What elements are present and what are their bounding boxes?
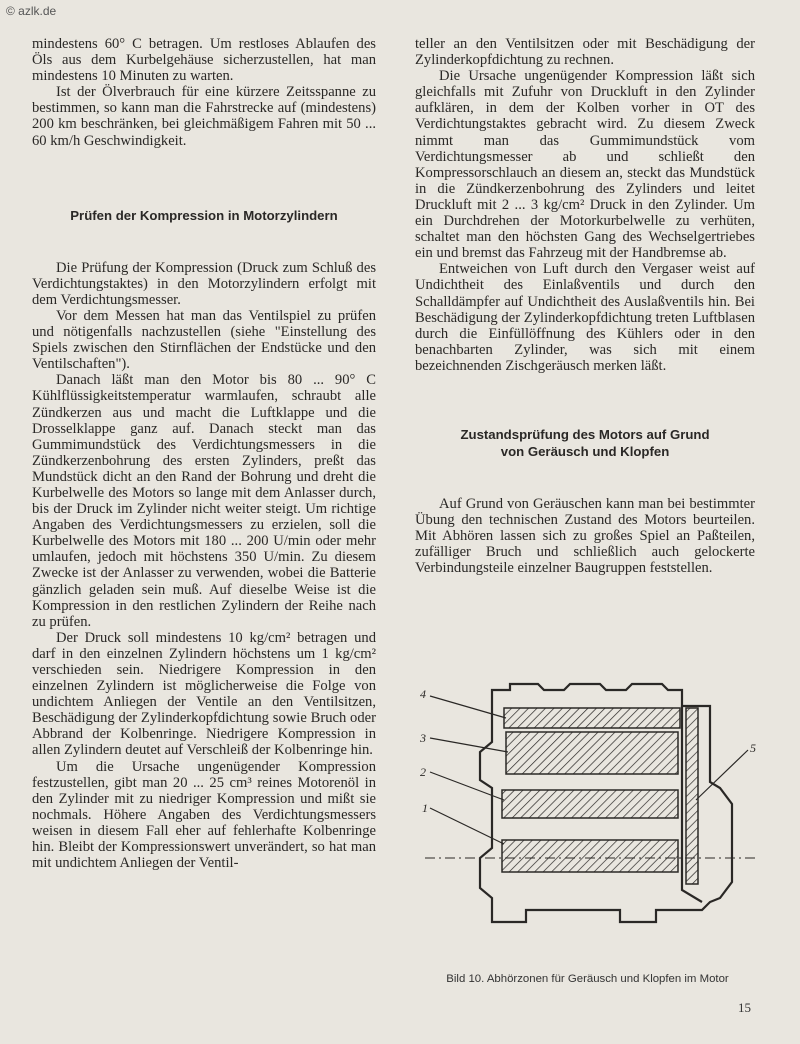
zone-4-hatch xyxy=(504,708,680,728)
zone-3-hatch xyxy=(506,732,678,774)
paragraph: Entweichen von Luft durch den Vergaser weist auf Undichtheit des Einlaßventils und durch den Schalldämpfer auf Undichtheit des Auslaßventils hin. Bei Beschädigung der Zylinderkopfdichtung treten Luftblasen durch die Einfüllöffnung des Kühlers oder in den benachbarten Zylinder, was sich mit einem bezeichnenden Zischgeräusch merken läßt. xyxy=(415,261,755,374)
figure-caption: Bild 10. Abhörzonen für Geräusch und Klopfen im Motor xyxy=(446,973,729,985)
figure-label-2: 2 xyxy=(420,765,426,779)
right-column xyxy=(415,36,755,576)
paragraph: Ist der Ölverbrauch für eine kürzere Zeitsspanne zu bestimmen, so kann man die Fahrstrecke auf (mindestens) 200 km beschränken, bei gleichmäßigem Fahren mit 50 ... 60 km/h Geschwindigkeit. xyxy=(32,84,376,149)
figure-label-1: 1 xyxy=(422,801,428,815)
paragraph: Um die Ursache ungenügender Kompression festzustellen, gibt man 20 ... 25 cm³ reines Motorenöl in den Zylinder mit zu niedriger Kompression und mißt sie nochmals. Höhere Angaben des Verdichtungsmessers weisen in diesem Fall eher auf fehlerhafte Kolbenringe hin. Bleibt der Kompressionswert unverändert, so hat man mit undichtem Anliegen der Ventil- xyxy=(32,758,376,872)
paragraph: teller an den Ventilsitzen oder mit Beschädigung der Zylinderkopfdichtung zu rechnen. xyxy=(415,36,755,69)
left-column xyxy=(32,36,376,871)
figure-label-5: 5 xyxy=(750,741,756,755)
leader-line xyxy=(430,772,504,800)
engine-diagram xyxy=(420,672,760,942)
page-number: 15 xyxy=(738,1000,751,1015)
figure-label-3: 3 xyxy=(420,731,426,745)
zone-1-hatch xyxy=(502,840,678,872)
paragraph: Vor dem Messen hat man das Ventilspiel zu prüfen und nötigenfalls nachzustellen (siehe "Einstellung des Spiels zwischen den Stirnflächen der Endstücke und den Ventilschaften"). xyxy=(32,307,376,373)
section-heading-line: Zustandsprüfung des Motors auf Grund xyxy=(460,426,710,442)
paragraph: Auf Grund von Geräuschen kann man bei bestimmter Übung den technischen Zustand des Motors beurteilen. Mit Abhören lassen sich zu großes Spiel an Paßteilen, zufälliger Bruch und schließlich auch gelockerte Verbindungsteile einzelner Baugruppen feststellen. xyxy=(415,495,755,577)
paragraph: Die Ursache ungenügender Kompression läßt sich gleichfalls mit Zufuhr von Druckluft in den Zylinder aufklären, in dem der Kolben vorher in OT des Verdichtungstaktes gebracht wird. Zu diesem Zweck nimmt man das Gummimundstück vom Verdichtungsmesser ab und schließt den Kompressorschlauch an diesem an, steckt das Mundstück in die Zündkerzenbohrung des Zylinders und leitet Druckluft mit 2 ... 3 kg/cm² Druck in den Zylinder. Um ein Durchdrehen der Motorkurbelwelle zu verhüten, schaltet man den höchsten Gang des Wechselgertriebes ein und bremst das Fahrzeug mit der Handbremse ab. xyxy=(415,68,755,262)
section-heading-line: von Geräusch und Klopfen xyxy=(500,443,670,459)
paragraph: Danach läßt man den Motor bis 80 ... 90° C Kühlflüssigkeitstemperatur warmlaufen, schraubt alle Zündkerzen aus und macht die Luftklappe und die Drosselklappe ganz auf. Danach steckt man das Gummimundstück des Verdichtungsmessers in die Zündkerzenbohrung des ersten Zylinders, preßt das Mundstück dicht an den Rand der Bohrung und dreht die Kurbelwelle des Motors so lange mit dem Anlasser durch, bis der Druck im Zylinder nicht weiter steigt. Um richtige Angaben des Verdichtungsmessers zu erzielen, soll die Kurbelwelle des Motors mit 180 ... 200 U/min oder mehr umlaufen, jedoch mit höchstens 350 U/min. Zu diesem Zwecke ist der Anlasser zu verwenden, wobei die Batterie gänzlich geladen sein muß. Auf dieselbe Weise ist die Kompression in den restlichen Zylindern der Reihe nach zu prüfen. xyxy=(32,372,376,630)
paragraph: mindestens 60° C betragen. Um restloses Ablaufen des Öls aus dem Kurbelgehäuse sicherzustellen, hat man mindestens 10 Minuten zu warten. xyxy=(32,36,376,85)
watermark: © azlk.de xyxy=(6,4,57,18)
leader-line xyxy=(430,696,506,718)
leader-line xyxy=(430,738,508,752)
paragraph: Der Druck soll mindestens 10 kg/cm² betragen und darf in den einzelnen Zylindern höchstens um 1 kg/cm² verschieden sein. Niedrigere Kompression in den einzelnen Zylindern ist möglicherweise die Folge von undichtem Anliegen der Ventile an den Ventilsitzen, Beschädigung der Zylinderkopfdichtung sowie Bruch oder Abbrand der Kolbenringe. Niedrigere Kompression in allen Zylindern deutet auf Verschleiß der Kolbenringe hin. xyxy=(32,629,376,759)
zone-2-hatch xyxy=(502,790,678,818)
section-heading: Prüfen der Kompression in Motorzylindern xyxy=(70,207,338,223)
paragraph: Die Prüfung der Kompression (Druck zum Schluß des Verdichtungstaktes) in den Motorzylindern erfolgt mit dem Verdichtungsmesser. xyxy=(32,259,376,308)
figure-label-4: 4 xyxy=(420,687,426,701)
section-heading xyxy=(415,426,755,460)
zone-5-hatch xyxy=(686,708,698,884)
